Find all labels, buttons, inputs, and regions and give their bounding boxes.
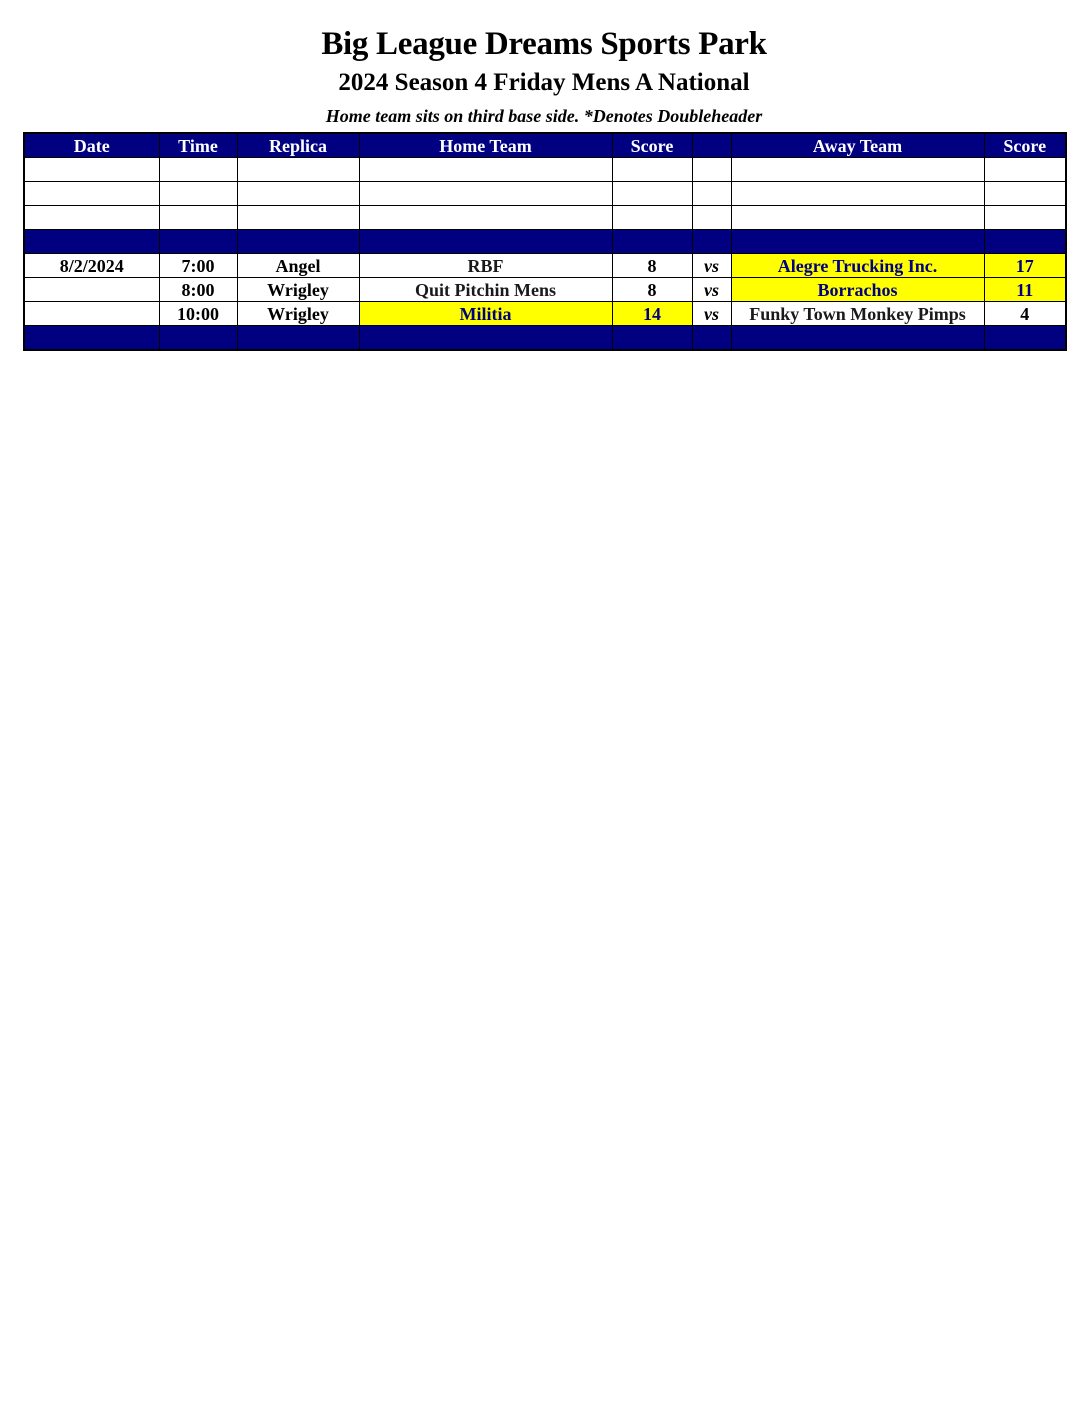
home-team: Militia	[359, 302, 612, 326]
home-score: 14	[612, 302, 692, 326]
column-header-home-score: Score	[612, 133, 692, 158]
home-team: Quit Pitchin Mens	[359, 278, 612, 302]
column-header-replica: Replica	[237, 133, 359, 158]
schedule-table	[23, 132, 1067, 351]
game-time: 7:00	[159, 254, 237, 278]
column-header-date: Date	[24, 133, 159, 158]
vs-label: vs	[692, 302, 731, 326]
game-replica: Wrigley	[237, 302, 359, 326]
game-date	[24, 278, 159, 302]
home-score: 8	[612, 278, 692, 302]
empty-row	[24, 182, 1066, 206]
page-title: Big League Dreams Sports Park	[321, 26, 767, 62]
away-team: Borrachos	[731, 278, 984, 302]
game-date	[24, 302, 159, 326]
game-date: 8/2/2024	[24, 254, 159, 278]
game-replica: Wrigley	[237, 278, 359, 302]
season-subtitle: 2024 Season 4 Friday Mens A National	[338, 69, 750, 96]
away-team: Funky Town Monkey Pimps	[731, 302, 984, 326]
column-header-away-team: Away Team	[731, 133, 984, 158]
column-header-time: Time	[159, 133, 237, 158]
game-row	[24, 302, 1066, 326]
table-header-row	[24, 133, 1066, 158]
divider-row	[24, 326, 1066, 351]
home-score: 8	[612, 254, 692, 278]
column-header-vs	[692, 133, 731, 158]
away-score: 4	[984, 302, 1066, 326]
game-time: 8:00	[159, 278, 237, 302]
game-time: 10:00	[159, 302, 237, 326]
empty-row	[24, 158, 1066, 182]
game-replica: Angel	[237, 254, 359, 278]
home-team-note: Home team sits on third base side. *Denotes Doubleheader	[325, 106, 763, 126]
game-row	[24, 254, 1066, 278]
home-team: RBF	[359, 254, 612, 278]
empty-row	[24, 206, 1066, 230]
vs-label: vs	[692, 254, 731, 278]
divider-row	[24, 230, 1066, 254]
away-score: 17	[984, 254, 1066, 278]
away-team: Alegre Trucking Inc.	[731, 254, 984, 278]
column-header-home-team: Home Team	[359, 133, 612, 158]
vs-label: vs	[692, 278, 731, 302]
away-score: 11	[984, 278, 1066, 302]
column-header-away-score: Score	[984, 133, 1066, 158]
game-row	[24, 278, 1066, 302]
